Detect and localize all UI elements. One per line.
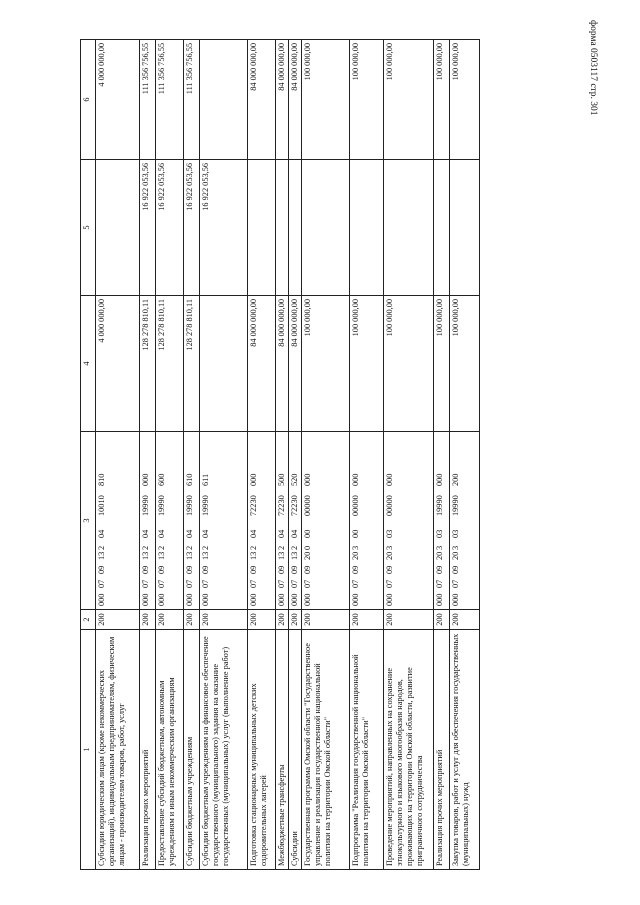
budget-code-segment: 2 — [277, 545, 286, 550]
budget-code-segment: 13 — [289, 551, 299, 560]
budget-code-segment: 00000 — [384, 495, 394, 516]
budget-code-segment: 000 — [141, 473, 150, 486]
row-name-cell: Государственная программа Омской области "Государственное управление и реализация государственной национальной политики на территории Омской области" — [301, 630, 349, 870]
budget-code-segment: 04 — [97, 529, 106, 538]
budget-code-segment: 19990 — [434, 495, 444, 516]
row-line-code-cell: 200 — [288, 610, 301, 630]
budget-code-segment: 10010 — [97, 495, 106, 516]
row-line-code-cell: 200 — [200, 610, 248, 630]
row-approved-amount-cell: 100 000,00 — [301, 296, 349, 432]
budget-code-segment: 19990 — [185, 495, 194, 516]
budget-code-segment: 2 — [289, 545, 299, 550]
row-budget-code-cell — [200, 432, 248, 610]
table-row — [156, 40, 184, 870]
table-row — [449, 40, 479, 870]
budget-code-segment: 000 — [277, 593, 286, 606]
col-num-1: 1 — [81, 630, 96, 870]
budget-code-segment: 09 — [185, 565, 194, 574]
row-name-cell: Подготовка стационарных муниципальных детских оздоровительных лагерей — [248, 630, 276, 870]
budget-code-segment: 610 — [185, 473, 194, 486]
budget-code-segment: 09 — [141, 565, 150, 574]
budget-code — [249, 435, 259, 606]
row-name-cell: Подпрограмма "Реализация государственной национальной политики на территории Омской области" — [349, 630, 383, 870]
budget-code-segment: 19990 — [157, 495, 166, 516]
budget-code-segment: 07 — [450, 579, 460, 588]
row-name-cell: Предоставление субсидий бюджетным, автономным учреждениям и иным некоммерческим организациям — [156, 630, 184, 870]
row-approved-amount-cell: 128 278 810,11 — [156, 296, 184, 432]
budget-code — [351, 435, 361, 606]
budget-code-segment: 000 — [350, 473, 360, 486]
budget-code-segment: 000 — [97, 593, 106, 606]
budget-code-segment: 200 — [450, 473, 460, 486]
budget-code — [435, 435, 445, 606]
row-executed-amount-cell: 16 922 053,56 — [140, 160, 156, 296]
row-unexecuted-amount-cell: 111 356 756,55 — [140, 40, 156, 160]
budget-code-segment: 07 — [157, 579, 166, 588]
budget-code-segment: 72230 — [277, 495, 286, 516]
table-row — [200, 40, 248, 870]
budget-code-segment: 07 — [302, 579, 312, 588]
budget-code-segment: 20 — [302, 551, 312, 560]
budget-code-segment: 07 — [289, 579, 299, 588]
row-line-code-cell: 200 — [96, 610, 140, 630]
row-budget-code-cell — [140, 432, 156, 610]
budget-code-segment: 19990 — [141, 495, 150, 516]
row-executed-amount-cell — [96, 160, 140, 296]
table-row — [383, 40, 433, 870]
budget-code-segment: 07 — [384, 579, 394, 588]
row-executed-amount-cell — [383, 160, 433, 296]
col-num-2: 2 — [81, 610, 96, 630]
budget-code-segment: 00000 — [302, 495, 312, 516]
row-budget-code-cell — [433, 432, 449, 610]
budget-code-segment: 09 — [350, 565, 360, 574]
budget-code-segment: 000 — [141, 593, 150, 606]
row-executed-amount-cell: 16 922 053,56 — [200, 160, 248, 296]
budget-code-segment: 20 — [384, 551, 394, 560]
row-unexecuted-amount-cell: 111 356 756,55 — [156, 40, 184, 160]
budget-code-segment: 07 — [141, 579, 150, 588]
budget-code-segment: 000 — [249, 593, 258, 606]
row-executed-amount-cell — [449, 160, 479, 296]
row-name-cell: Субсидии бюджетным учреждениям на финансовое обеспечение государственного (муниципального) задания на оказание государственных (муниципальных) услуг (выполнение работ) — [200, 630, 248, 870]
budget-code-segment: 000 — [434, 593, 444, 606]
budget-code-segment: 000 — [157, 593, 166, 606]
row-budget-code-cell — [288, 432, 301, 610]
table-row — [184, 40, 200, 870]
budget-code-segment: 07 — [185, 579, 194, 588]
budget-code-segment: 000 — [434, 473, 444, 486]
budget-code-segment: 3 — [434, 545, 444, 550]
row-budget-code-cell — [184, 432, 200, 610]
row-line-code-cell: 200 — [184, 610, 200, 630]
budget-code-segment: 13 — [141, 551, 150, 560]
budget-code-segment: 3 — [350, 545, 360, 550]
budget-code-segment: 2 — [201, 545, 210, 550]
budget-code-segment: 07 — [434, 579, 444, 588]
row-line-code-cell: 200 — [156, 610, 184, 630]
budget-code-segment: 03 — [450, 529, 460, 538]
row-unexecuted-amount-cell: 84 000 000,00 — [248, 40, 276, 160]
row-unexecuted-amount-cell: 100 000,00 — [383, 40, 433, 160]
budget-code-segment: 3 — [450, 545, 460, 550]
row-budget-code-cell — [383, 432, 433, 610]
budget-code-segment: 20 — [434, 551, 444, 560]
budget-code-segment: 13 — [277, 551, 286, 560]
budget-code-segment: 00 — [302, 529, 312, 538]
budget-code-segment: 07 — [201, 579, 210, 588]
report-table-container — [80, 40, 580, 870]
budget-code-segment: 07 — [97, 579, 106, 588]
budget-code-segment: 13 — [185, 551, 194, 560]
budget-code-segment: 000 — [384, 473, 394, 486]
row-line-code-cell: 200 — [301, 610, 349, 630]
budget-code-segment: 03 — [434, 529, 444, 538]
row-unexecuted-amount-cell — [200, 40, 248, 160]
budget-code — [201, 435, 211, 606]
budget-code-segment: 500 — [277, 473, 286, 486]
budget-code-segment: 09 — [289, 565, 299, 574]
row-name-cell: Субсидии бюджетным учреждениям — [184, 630, 200, 870]
budget-code-segment: 000 — [302, 593, 312, 606]
budget-code-segment: 000 — [450, 593, 460, 606]
budget-code-segment: 09 — [302, 565, 312, 574]
budget-code-segment: 09 — [384, 565, 394, 574]
row-executed-amount-cell: 16 922 053,56 — [156, 160, 184, 296]
row-executed-amount-cell — [349, 160, 383, 296]
table-row — [276, 40, 289, 870]
budget-code-segment: 00 — [350, 529, 360, 538]
budget-code-segment: 000 — [185, 593, 194, 606]
budget-code-segment: 2 — [157, 545, 166, 550]
budget-code-segment: 810 — [97, 473, 106, 486]
budget-code-segment: 3 — [384, 545, 394, 550]
budget-code-segment: 07 — [350, 579, 360, 588]
budget-code-segment: 000 — [302, 473, 312, 486]
budget-code-segment: 2 — [97, 545, 106, 550]
budget-code — [303, 435, 313, 606]
budget-code-segment: 19990 — [201, 495, 210, 516]
row-executed-amount-cell — [288, 160, 301, 296]
budget-code-segment: 04 — [141, 529, 150, 538]
row-approved-amount-cell: 128 278 810,11 — [140, 296, 156, 432]
row-name-cell: Реализация прочих мероприятий — [140, 630, 156, 870]
row-line-code-cell: 200 — [248, 610, 276, 630]
budget-code-segment: 04 — [289, 529, 299, 538]
row-approved-amount-cell: 84 000 000,00 — [288, 296, 301, 432]
budget-code-segment: 520 — [289, 473, 299, 486]
row-line-code-cell: 200 — [449, 610, 479, 630]
budget-code — [141, 435, 151, 606]
col-num-3: 3 — [81, 432, 96, 610]
row-unexecuted-amount-cell: 4 000 000,00 — [96, 40, 140, 160]
budget-code — [277, 435, 287, 606]
budget-code-segment: 09 — [97, 565, 106, 574]
budget-code-segment: 04 — [201, 529, 210, 538]
budget-code-segment: 600 — [157, 473, 166, 486]
row-approved-amount-cell: 4 000 000,00 — [96, 296, 140, 432]
budget-code — [97, 435, 107, 606]
row-approved-amount-cell: 100 000,00 — [433, 296, 449, 432]
budget-code — [385, 435, 395, 606]
row-unexecuted-amount-cell: 111 356 756,55 — [184, 40, 200, 160]
budget-code-segment: 000 — [249, 473, 258, 486]
budget-code-segment: 000 — [384, 593, 394, 606]
row-line-code-cell: 200 — [140, 610, 156, 630]
table-row — [288, 40, 301, 870]
budget-code-segment: 0 — [302, 545, 312, 550]
row-approved-amount-cell — [200, 296, 248, 432]
budget-code-segment: 000 — [350, 593, 360, 606]
budget-code-segment: 04 — [277, 529, 286, 538]
budget-code — [451, 435, 461, 606]
row-line-code-cell: 200 — [349, 610, 383, 630]
row-budget-code-cell — [248, 432, 276, 610]
row-unexecuted-amount-cell: 84 000 000,00 — [276, 40, 289, 160]
row-name-cell: Реализация прочих мероприятий — [433, 630, 449, 870]
budget-code — [157, 435, 167, 606]
table-row — [96, 40, 140, 870]
row-name-cell: Субсидии — [288, 630, 301, 870]
budget-code-segment: 03 — [384, 529, 394, 538]
row-name-cell: Межбюджетные трансферты — [276, 630, 289, 870]
row-approved-amount-cell: 128 278 810,11 — [184, 296, 200, 432]
column-number-row — [81, 40, 96, 870]
budget-code-segment: 13 — [97, 551, 106, 560]
table-row — [140, 40, 156, 870]
row-unexecuted-amount-cell: 100 000,00 — [449, 40, 479, 160]
budget-code-segment: 72230 — [289, 495, 299, 516]
budget-code-segment: 09 — [450, 565, 460, 574]
row-budget-code-cell — [301, 432, 349, 610]
budget-code-segment: 09 — [157, 565, 166, 574]
form-note: форма 0503117 стр. 301 — [588, 20, 598, 116]
budget-code-segment: 000 — [289, 593, 299, 606]
table-body — [96, 40, 480, 870]
row-budget-code-cell — [156, 432, 184, 610]
budget-code-segment: 09 — [249, 565, 258, 574]
budget-code-segment: 13 — [201, 551, 210, 560]
budget-code-segment: 04 — [185, 529, 194, 538]
col-num-5: 5 — [81, 160, 96, 296]
row-unexecuted-amount-cell: 100 000,00 — [349, 40, 383, 160]
row-approved-amount-cell: 100 000,00 — [383, 296, 433, 432]
row-executed-amount-cell: 16 922 053,56 — [184, 160, 200, 296]
budget-code-segment: 611 — [201, 473, 210, 486]
table-row — [248, 40, 276, 870]
budget-code-segment: 04 — [249, 529, 258, 538]
row-name-cell: Субсидии юридическим лицам (кроме некоммерческих организаций), индивидуальным предпринимателям, физическим лицам - производителям товаров, работ, услуг — [96, 630, 140, 870]
row-line-code-cell: 200 — [433, 610, 449, 630]
row-executed-amount-cell — [301, 160, 349, 296]
budget-code-segment: 2 — [185, 545, 194, 550]
budget-code-segment: 2 — [141, 545, 150, 550]
budget-code-segment: 13 — [157, 551, 166, 560]
budget-code-segment: 13 — [249, 551, 258, 560]
budget-code-segment: 04 — [157, 529, 166, 538]
budget-code — [185, 435, 195, 606]
row-name-cell: Проведение мероприятий, направленных на сохранение этнокультурного и языкового многообразия народов, проживающих на территории Омской области, развитие приграничного сотрудничества — [383, 630, 433, 870]
row-unexecuted-amount-cell: 100 000,00 — [433, 40, 449, 160]
budget-code-segment: 07 — [249, 579, 258, 588]
row-executed-amount-cell — [433, 160, 449, 296]
row-executed-amount-cell — [276, 160, 289, 296]
col-num-4: 4 — [81, 296, 96, 432]
budget-code-segment: 72230 — [249, 495, 258, 516]
table-row — [301, 40, 349, 870]
budget-code — [290, 435, 300, 606]
table-row — [349, 40, 383, 870]
row-approved-amount-cell: 84 000 000,00 — [248, 296, 276, 432]
budget-code-segment: 09 — [434, 565, 444, 574]
budget-code-segment: 000 — [201, 593, 210, 606]
budget-code-segment: 20 — [350, 551, 360, 560]
col-num-6: 6 — [81, 40, 96, 160]
budget-code-segment: 00000 — [350, 495, 360, 516]
row-unexecuted-amount-cell: 84 000 000,00 — [288, 40, 301, 160]
budget-code-segment: 09 — [277, 565, 286, 574]
expenditure-table — [80, 39, 480, 870]
row-unexecuted-amount-cell: 100 000,00 — [301, 40, 349, 160]
row-budget-code-cell — [349, 432, 383, 610]
row-budget-code-cell — [449, 432, 479, 610]
row-approved-amount-cell: 100 000,00 — [349, 296, 383, 432]
budget-code-segment: 2 — [249, 545, 258, 550]
row-name-cell: Закупка товаров, работ и услуг для обеспечения государственных (муниципальных) нужд — [449, 630, 479, 870]
budget-code-segment: 20 — [450, 551, 460, 560]
row-budget-code-cell — [276, 432, 289, 610]
table-row — [433, 40, 449, 870]
row-approved-amount-cell: 100 000,00 — [449, 296, 479, 432]
row-executed-amount-cell — [248, 160, 276, 296]
row-line-code-cell: 200 — [276, 610, 289, 630]
row-line-code-cell: 200 — [383, 610, 433, 630]
budget-code-segment: 09 — [201, 565, 210, 574]
row-approved-amount-cell: 84 000 000,00 — [276, 296, 289, 432]
row-budget-code-cell — [96, 432, 140, 610]
budget-code-segment: 19990 — [450, 495, 460, 516]
budget-code-segment: 07 — [277, 579, 286, 588]
